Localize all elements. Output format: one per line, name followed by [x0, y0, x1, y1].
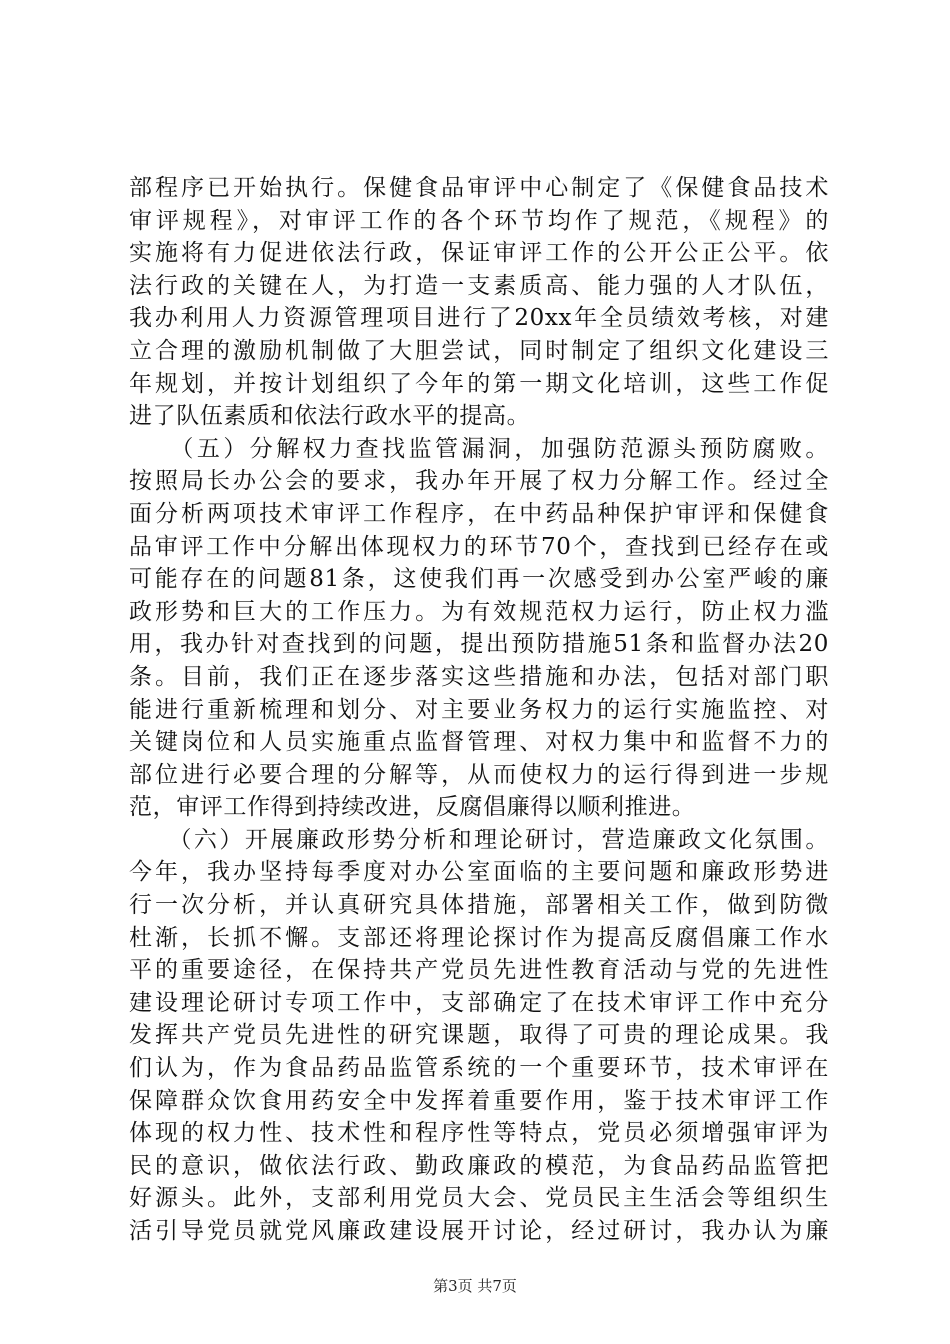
text-line: （六）开展廉政形势分析和理论研讨，营造廉政文化氛围。: [129, 826, 829, 853]
text-line: 年规划，并按计划组织了今年的第一期文化培训，这些工作促: [129, 370, 829, 397]
text-line: 审评规程》，对审评工作的各个环节均作了规范，《规程》的: [129, 207, 829, 234]
text-line: 进了队伍素质和依法行政水平的提高。: [129, 403, 531, 430]
text-line: 按照局长办公会的要求，我办年开展了权力分解工作。经过全: [129, 468, 829, 495]
text-line: 面分析两项技术审评工作程序，在中药品种保护审评和保健食: [129, 500, 829, 527]
text-line: 实施将有力促进依法行政，保证审评工作的公开公正公平。依: [129, 240, 829, 267]
text-line: 用，我办针对查找到的问题，提出预防措施51条和监督办法20: [129, 631, 829, 658]
text-line: 范，审评工作得到持续改进，反腐倡廉得以顺利推进。: [129, 794, 696, 821]
text-line: 政形势和巨大的工作压力。为有效规范权力运行，防止权力滥: [129, 598, 829, 625]
text-line: 平的重要途径，在保持共产党员先进性教育活动与党的先进性: [129, 957, 829, 984]
text-line: 今年，我办坚持每季度对办公室面临的主要问题和廉政形势进: [129, 859, 829, 886]
text-line: 品审评工作中分解出体现权力的环节70个，查找到已经存在或: [129, 533, 829, 560]
text-line: 活引导党员就党风廉政建设展开讨论，经过研讨，我办认为廉: [129, 1218, 829, 1244]
text-line: 们认为，作为食品药品监管系统的一个重要环节，技术审评在: [129, 1055, 829, 1082]
text-line: 保障群众饮食用药安全中发挥着重要作用，鉴于技术审评工作: [129, 1087, 829, 1114]
text-line: 条。目前，我们正在逐步落实这些措施和办法，包括对部门职: [129, 663, 829, 690]
text-line: 能进行重新梳理和划分、对主要业务权力的运行实施监控、对: [129, 696, 829, 723]
text-line: 行一次分析，并认真研究具体措施，部署相关工作，做到防微: [129, 892, 829, 919]
text-line: 我办利用人力资源管理项目进行了20xx年全员绩效考核，对建: [129, 305, 829, 332]
text-line: 部位进行必要合理的分解等，从而使权力的运行得到进一步规: [129, 761, 829, 788]
text-line: 体现的权力性、技术性和程序性等特点，党员必须增强审评为: [129, 1120, 829, 1147]
text-line: 法行政的关键在人，为打造一支素质高、能力强的人才队伍，: [129, 272, 829, 299]
text-line: 好源头。此外，支部利用党员大会、党员民主生活会等组织生: [129, 1185, 829, 1212]
page-footer: 第3页 共7页: [433, 1277, 517, 1295]
document-body: [129, 172, 829, 1248]
text-line: 部程序已开始执行。保健食品审评中心制定了《保健食品技术: [129, 175, 829, 201]
text-line: 立合理的激励机制做了大胆尝试，同时制定了组织文化建设三: [129, 337, 829, 364]
text-line: 民的意识，做依法行政、勤政廉政的模范，为食品药品监管把: [129, 1152, 829, 1179]
text-line: 建设理论研讨专项工作中，支部确定了在技术审评工作中充分: [129, 989, 829, 1016]
text-line: （五）分解权力查找监管漏洞，加强防范源头预防腐败。: [129, 435, 829, 462]
text-line: 可能存在的问题81条，这使我们再一次感受到办公室严峻的廉: [129, 566, 829, 593]
text-line: 发挥共产党员先进性的研究课题，取得了可贵的理论成果。我: [129, 1022, 829, 1049]
text-line: 杜渐，长抓不懈。支部还将理论探讨作为提高反腐倡廉工作水: [129, 924, 829, 951]
text-line: 关键岗位和人员实施重点监督管理、对权力集中和监督不力的: [129, 729, 829, 756]
